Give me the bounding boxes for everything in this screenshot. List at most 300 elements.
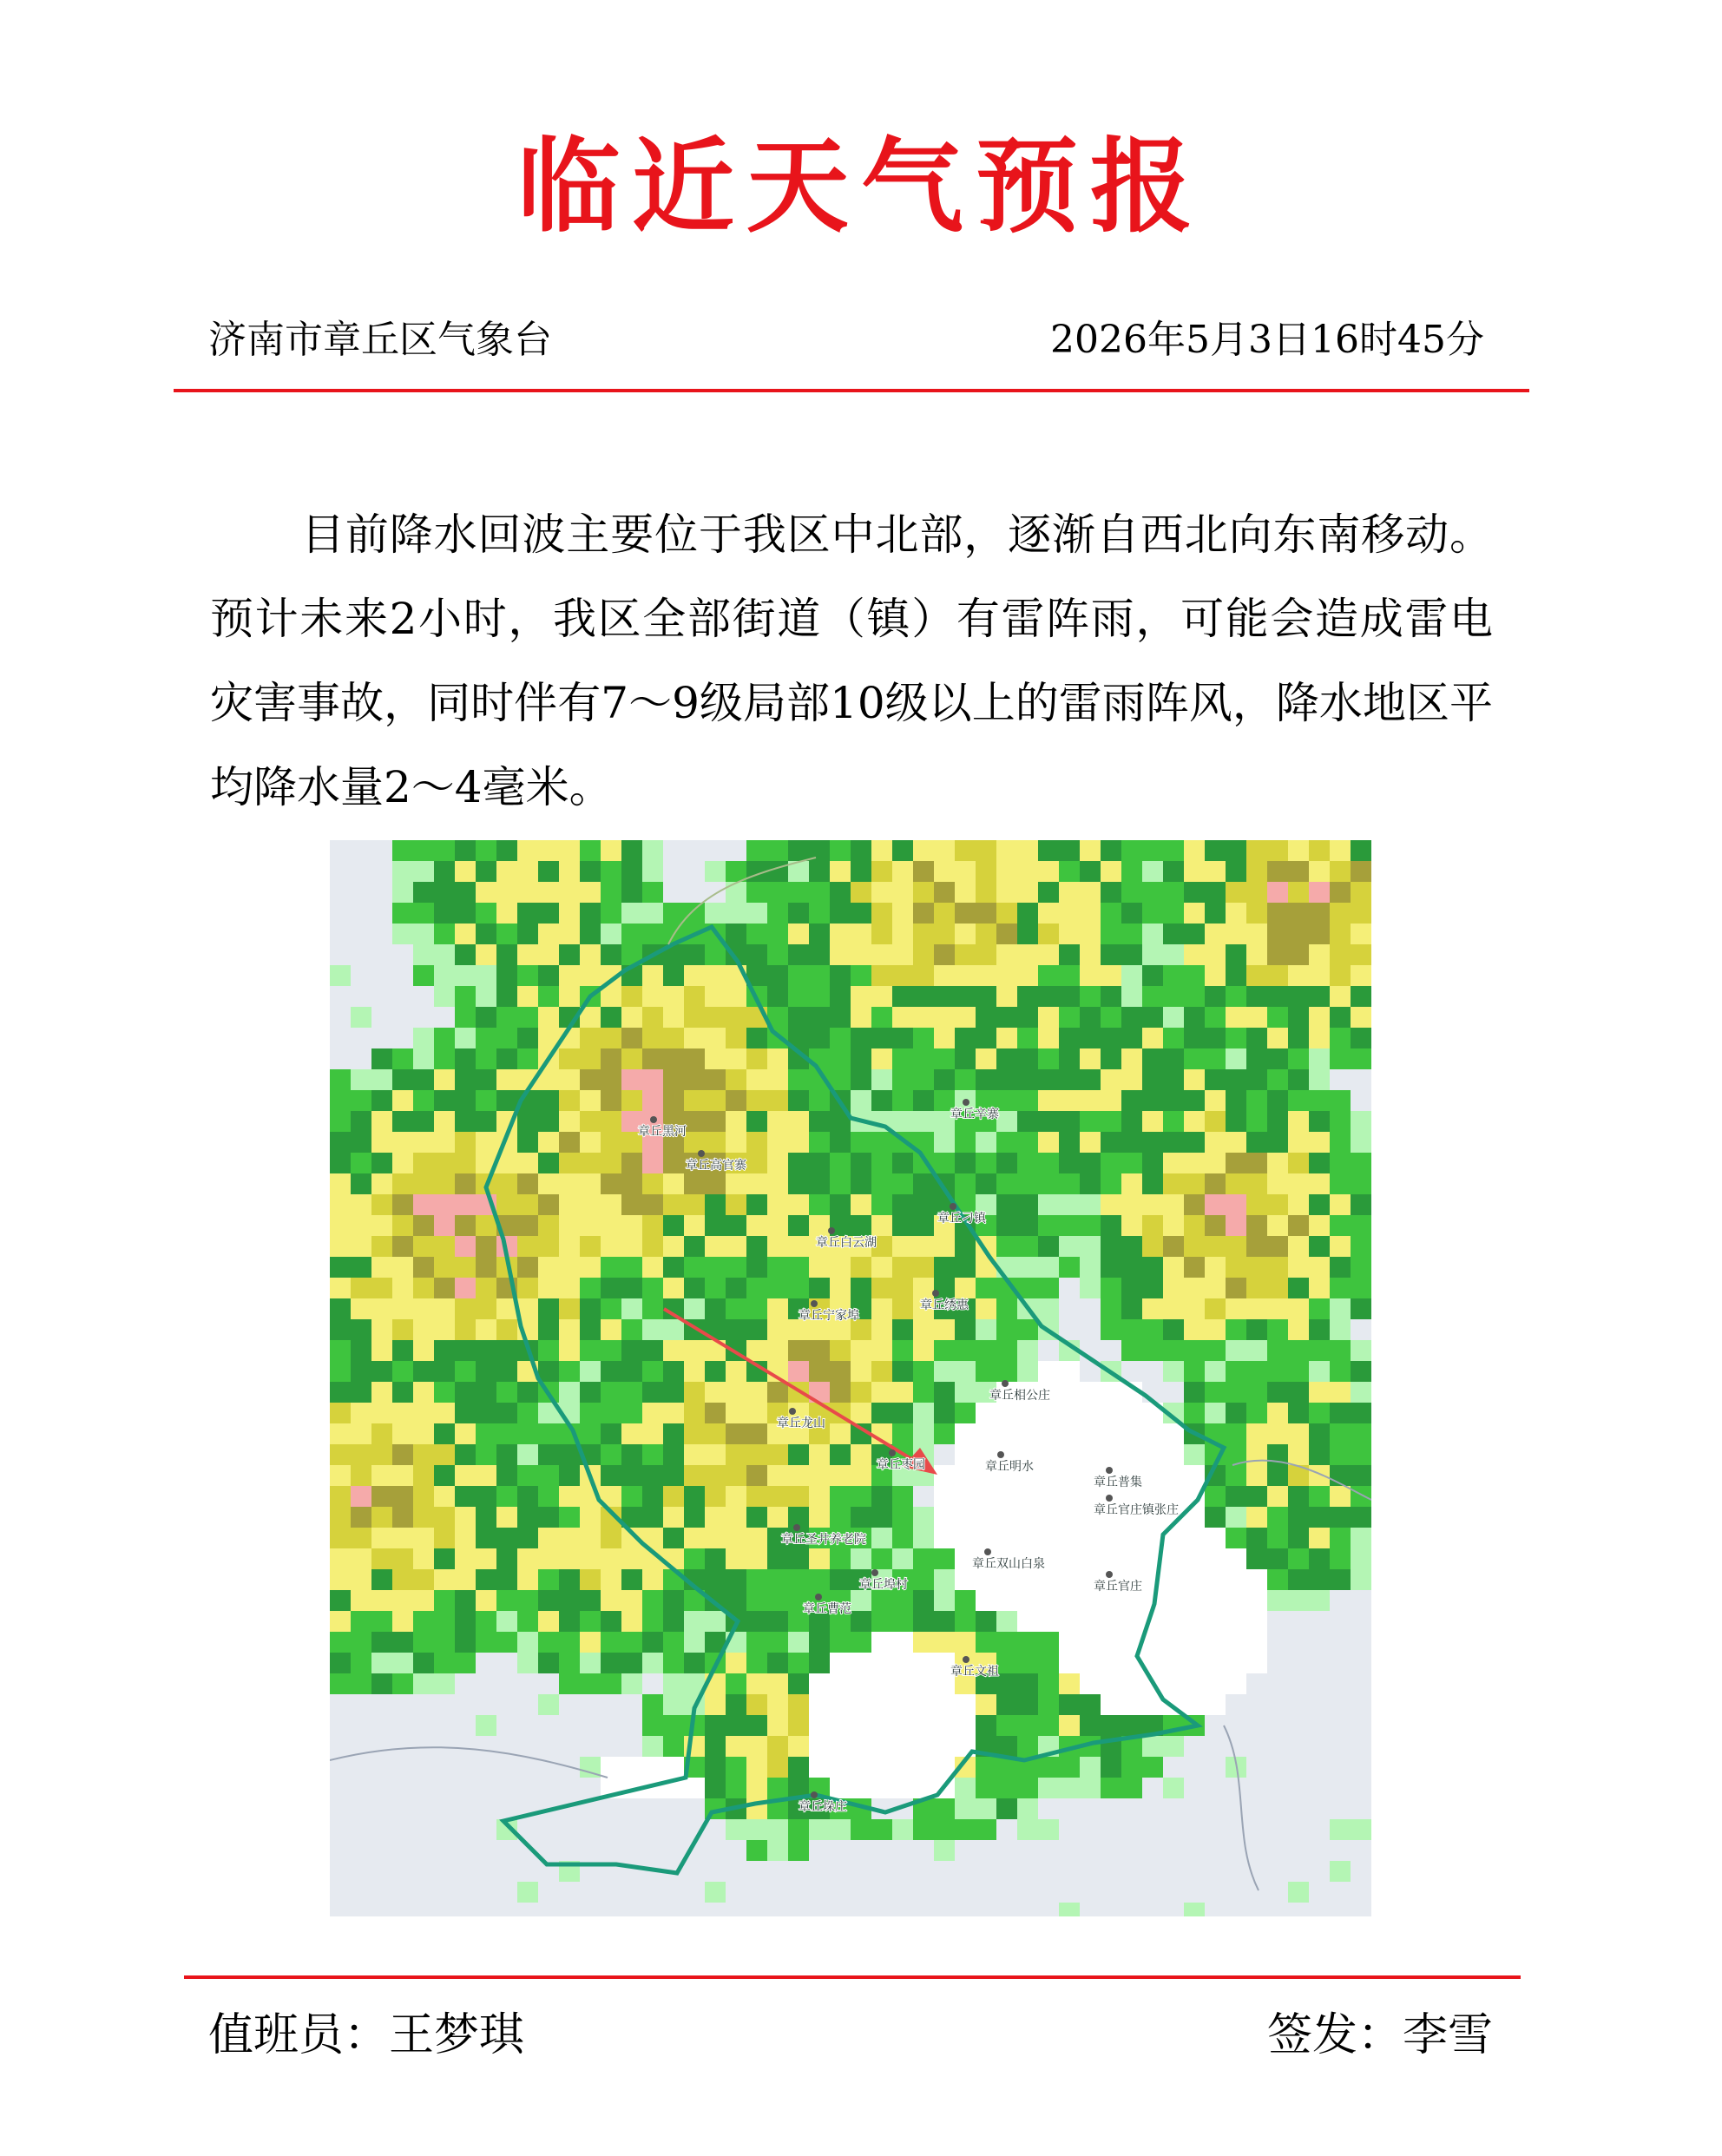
radar-echo-cell: [434, 1173, 455, 1194]
radar-echo-cell: [601, 903, 621, 924]
radar-echo-cell: [642, 1048, 663, 1069]
radar-echo-cell: [1184, 1069, 1205, 1090]
radar-echo-cell: [642, 1069, 663, 1090]
radar-echo-cell: [851, 1611, 871, 1632]
radar-echo-cell: [892, 1673, 913, 1694]
radar-echo-cell: [788, 1715, 809, 1736]
radar-echo-cell: [1059, 1569, 1080, 1590]
radar-echo-cell: [621, 1257, 642, 1278]
radar-echo-cell: [1309, 924, 1330, 944]
radar-echo-cell: [455, 1215, 476, 1236]
radar-echo-cell: [1330, 1361, 1351, 1382]
radar-echo-cell: [663, 1465, 684, 1486]
radar-echo-cell: [1059, 1548, 1080, 1569]
radar-echo-cell: [996, 1528, 1017, 1548]
radar-echo-cell: [726, 1528, 746, 1548]
radar-echo-cell: [851, 1653, 871, 1673]
radar-echo-cell: [1226, 1569, 1246, 1590]
radar-echo-cell: [1101, 1069, 1121, 1090]
radar-echo-cell: [851, 965, 871, 986]
radar-echo-cell: [601, 861, 621, 882]
radar-echo-cell: [830, 1569, 851, 1590]
radar-echo-cell: [663, 1694, 684, 1715]
radar-echo-cell: [371, 1069, 392, 1090]
radar-echo-cell: [1226, 1132, 1246, 1153]
radar-echo-cell: [913, 1173, 934, 1194]
radar-echo-cell: [809, 1465, 830, 1486]
radar-echo-cell: [788, 1486, 809, 1507]
radar-echo-cell: [726, 1590, 746, 1611]
place-marker: [984, 1548, 991, 1555]
radar-echo-cell: [788, 1007, 809, 1028]
radar-echo-cell: [580, 1298, 601, 1319]
radar-echo-cell: [996, 882, 1017, 903]
radar-echo-cell: [1184, 1361, 1205, 1382]
radar-echo-cell: [538, 903, 559, 924]
radar-echo-cell: [1163, 1278, 1184, 1298]
radar-echo-cell: [1184, 1215, 1205, 1236]
radar-echo-cell: [1080, 986, 1101, 1007]
radar-echo-cell: [1267, 1382, 1288, 1403]
radar-echo-cell: [767, 1153, 788, 1173]
radar-echo-cell: [580, 1548, 601, 1569]
radar-echo-cell: [330, 1528, 351, 1548]
radar-echo-cell: [1288, 1257, 1309, 1278]
radar-echo-cell: [371, 1611, 392, 1632]
radar-echo-cell: [1351, 1528, 1371, 1548]
radar-echo-cell: [1351, 924, 1371, 944]
radar-echo-cell: [684, 1257, 705, 1278]
radar-echo-cell: [663, 1423, 684, 1444]
radar-echo-cell: [705, 965, 726, 986]
place-label: 章丘埠村: [859, 1578, 908, 1592]
radar-echo-cell: [976, 1778, 996, 1798]
radar-echo-cell: [746, 1048, 767, 1069]
radar-echo-cell: [1267, 1319, 1288, 1340]
radar-echo-cell: [538, 1132, 559, 1153]
radar-echo-cell: [455, 903, 476, 924]
radar-echo-cell: [330, 1444, 351, 1465]
radar-echo-cell: [809, 903, 830, 924]
radar-echo-cell: [601, 1173, 621, 1194]
radar-echo-cell: [496, 1486, 517, 1507]
radar-echo-cell: [1017, 1132, 1038, 1153]
radar-echo-cell: [1142, 1069, 1163, 1090]
radar-echo-cell: [1226, 1319, 1246, 1340]
radar-echo-cell: [1351, 882, 1371, 903]
radar-echo-cell: [1163, 882, 1184, 903]
radar-echo-cell: [934, 924, 955, 944]
radar-echo-cell: [371, 1215, 392, 1236]
radar-echo-cell: [830, 1153, 851, 1173]
radar-echo-cell: [684, 1298, 705, 1319]
radar-echo-cell: [621, 1007, 642, 1028]
radar-echo-cell: [767, 944, 788, 965]
radar-echo-cell: [1080, 1382, 1101, 1403]
radar-echo-cell: [809, 1653, 830, 1673]
radar-echo-cell: [746, 1736, 767, 1757]
radar-echo-cell: [746, 840, 767, 861]
radar-echo-cell: [538, 1590, 559, 1611]
radar-echo-cell: [871, 1069, 892, 1090]
radar-echo-cell: [621, 1444, 642, 1465]
radar-echo-cell: [955, 1798, 976, 1819]
radar-echo-cell: [1101, 1757, 1121, 1778]
radar-map-svg: [330, 840, 1371, 1916]
radar-echo-cell: [851, 1548, 871, 1569]
radar-echo-cell: [1267, 1111, 1288, 1132]
radar-echo-cell: [1163, 861, 1184, 882]
radar-echo-cell: [1184, 1382, 1205, 1403]
radar-echo-cell: [1267, 1486, 1288, 1507]
radar-echo-cell: [601, 840, 621, 861]
radar-echo-cell: [559, 1194, 580, 1215]
radar-echo-cell: [517, 1111, 538, 1132]
radar-echo-cell: [726, 1569, 746, 1590]
radar-echo-cell: [871, 1215, 892, 1236]
radar-echo-cell: [371, 1319, 392, 1340]
radar-echo-cell: [976, 1173, 996, 1194]
radar-echo-cell: [476, 1403, 496, 1423]
radar-echo-cell: [976, 1569, 996, 1590]
radar-echo-cell: [1309, 1236, 1330, 1257]
radar-echo-cell: [1205, 861, 1226, 882]
radar-echo-cell: [726, 1507, 746, 1528]
radar-echo-cell: [1330, 1861, 1351, 1882]
forecast-text: 目前降水回波主要位于我区中北部，逐渐自西北向东南移动。预计未来2小时，我区全部街道（镇）有雷阵雨，可能会造成雷电灾害事故，同时伴有7～9级局部10级以上的雷雨阵风，降水地区平均降水量2～4毫米。: [210, 509, 1493, 812]
radar-echo-cell: [955, 1403, 976, 1423]
radar-echo-cell: [788, 1215, 809, 1236]
radar-echo-cell: [392, 1507, 413, 1528]
radar-echo-cell: [1101, 1444, 1121, 1465]
radar-echo-cell: [580, 903, 601, 924]
radar-echo-cell: [767, 1486, 788, 1507]
radar-echo-cell: [851, 1444, 871, 1465]
radar-echo-cell: [767, 1215, 788, 1236]
radar-echo-cell: [1330, 1048, 1351, 1069]
radar-echo-cell: [1351, 1028, 1371, 1048]
radar-echo-cell: [351, 1132, 371, 1153]
radar-echo-cell: [455, 1361, 476, 1382]
radar-echo-cell: [830, 1069, 851, 1090]
radar-echo-cell: [1226, 1548, 1246, 1569]
place-label: 章丘相公庄: [989, 1389, 1050, 1403]
radar-echo-cell: [1205, 1028, 1226, 1048]
radar-echo-cell: [1288, 1278, 1309, 1298]
radar-echo-cell: [955, 1257, 976, 1278]
radar-echo-cell: [684, 944, 705, 965]
radar-echo-cell: [1121, 1278, 1142, 1298]
radar-echo-cell: [1142, 903, 1163, 924]
radar-echo-cell: [746, 1778, 767, 1798]
radar-echo-cell: [1017, 1736, 1038, 1757]
radar-echo-cell: [434, 986, 455, 1007]
radar-echo-cell: [746, 903, 767, 924]
radar-echo-cell: [330, 1236, 351, 1257]
radar-echo-cell: [1226, 1465, 1246, 1486]
radar-echo-cell: [580, 1632, 601, 1653]
radar-echo-cell: [684, 1069, 705, 1090]
radar-echo-cell: [1330, 924, 1351, 944]
radar-echo-cell: [1309, 1403, 1330, 1423]
radar-echo-cell: [496, 882, 517, 903]
radar-echo-cell: [476, 882, 496, 903]
radar-echo-cell: [1205, 1173, 1226, 1194]
radar-echo-cell: [392, 1319, 413, 1340]
radar-echo-cell: [1080, 1528, 1101, 1548]
radar-echo-cell: [1038, 1153, 1059, 1173]
radar-echo-cell: [1184, 1569, 1205, 1590]
place-label: 章丘官庄: [1094, 1580, 1142, 1594]
radar-echo-cell: [1309, 1319, 1330, 1340]
radar-echo-cell: [455, 840, 476, 861]
radar-echo-cell: [996, 861, 1017, 882]
radar-echo-cell: [351, 1611, 371, 1632]
radar-echo-cell: [455, 1528, 476, 1548]
radar-echo-cell: [621, 1278, 642, 1298]
radar-echo-cell: [934, 1319, 955, 1340]
radar-echo-cell: [726, 1194, 746, 1215]
radar-echo-cell: [392, 1548, 413, 1569]
radar-echo-cell: [1142, 1236, 1163, 1257]
radar-echo-cell: [1330, 1257, 1351, 1278]
radar-echo-cell: [976, 1069, 996, 1090]
radar-echo-cell: [726, 1673, 746, 1694]
radar-echo-cell: [559, 944, 580, 965]
radar-echo-cell: [1330, 840, 1351, 861]
radar-echo-cell: [580, 965, 601, 986]
radar-echo-cell: [1351, 1194, 1371, 1215]
radar-echo-cell: [601, 1465, 621, 1486]
radar-echo-cell: [726, 1819, 746, 1840]
radar-echo-cell: [517, 1465, 538, 1486]
radar-echo-cell: [663, 1090, 684, 1111]
radar-echo-cell: [1101, 924, 1121, 944]
radar-echo-cell: [496, 1090, 517, 1111]
radar-echo-cell: [684, 1465, 705, 1486]
radar-echo-cell: [455, 1298, 476, 1319]
radar-echo-cell: [1163, 1069, 1184, 1090]
radar-echo-cell: [1205, 1215, 1226, 1236]
radar-echo-cell: [621, 1673, 642, 1694]
radar-echo-cell: [1142, 1257, 1163, 1278]
radar-echo-cell: [1205, 1048, 1226, 1069]
radar-echo-cell: [559, 1569, 580, 1590]
radar-echo-cell: [955, 1028, 976, 1048]
radar-echo-cell: [1017, 1215, 1038, 1236]
radar-echo-cell: [851, 1736, 871, 1757]
radar-echo-cell: [767, 965, 788, 986]
radar-echo-cell: [663, 1236, 684, 1257]
radar-echo-cell: [642, 1215, 663, 1236]
radar-echo-cell: [392, 1569, 413, 1590]
radar-echo-cell: [955, 1590, 976, 1611]
radar-echo-cell: [413, 1423, 434, 1444]
radar-echo-cell: [496, 1403, 517, 1423]
radar-echo-cell: [455, 1090, 476, 1111]
radar-echo-cell: [1205, 1653, 1226, 1673]
radar-echo-cell: [538, 1528, 559, 1548]
radar-echo-cell: [476, 1528, 496, 1548]
radar-echo-cell: [642, 1653, 663, 1673]
radar-echo-cell: [434, 1048, 455, 1069]
radar-echo-cell: [1017, 944, 1038, 965]
radar-echo-cell: [663, 1257, 684, 1278]
radar-echo-cell: [1246, 882, 1267, 903]
radar-echo-cell: [663, 1528, 684, 1548]
radar-echo-cell: [913, 1632, 934, 1653]
radar-echo-cell: [726, 1090, 746, 1111]
radar-echo-cell: [1330, 882, 1351, 903]
radar-echo-cell: [1080, 944, 1101, 965]
header-divider: [174, 389, 1529, 392]
place-marker: [650, 1116, 657, 1123]
radar-echo-cell: [1205, 1236, 1226, 1257]
radar-echo-cell: [1205, 1132, 1226, 1153]
radar-echo-cell: [1080, 1632, 1101, 1653]
radar-echo-cell: [1267, 986, 1288, 1007]
radar-echo-cell: [1246, 1548, 1267, 1569]
radar-echo-cell: [1226, 944, 1246, 965]
radar-echo-cell: [1309, 903, 1330, 924]
radar-echo-cell: [1330, 1298, 1351, 1319]
radar-echo-cell: [955, 1048, 976, 1069]
radar-echo-cell: [496, 1048, 517, 1069]
radar-echo-cell: [684, 1090, 705, 1111]
radar-echo-cell: [1267, 1132, 1288, 1153]
radar-echo-cell: [559, 1632, 580, 1653]
radar-echo-cell: [934, 882, 955, 903]
radar-echo-cell: [1163, 1632, 1184, 1653]
radar-echo-cell: [1101, 1048, 1121, 1069]
radar-echo-cell: [996, 1194, 1017, 1215]
radar-echo-cell: [976, 1798, 996, 1819]
radar-echo-cell: [559, 882, 580, 903]
radar-echo-cell: [1184, 1028, 1205, 1048]
radar-echo-cell: [1267, 1069, 1288, 1090]
radar-echo-cell: [517, 1007, 538, 1028]
radar-echo-cell: [351, 1257, 371, 1278]
place-label: 章丘龙山: [777, 1417, 825, 1430]
radar-echo-cell: [1309, 1548, 1330, 1569]
radar-echo-cell: [1205, 1090, 1226, 1111]
radar-echo-cell: [1101, 1528, 1121, 1548]
radar-echo-cell: [913, 1028, 934, 1048]
radar-echo-cell: [746, 1153, 767, 1173]
radar-echo-cell: [496, 986, 517, 1007]
radar-echo-cell: [996, 1590, 1017, 1611]
radar-echo-cell: [934, 1423, 955, 1444]
radar-echo-cell: [476, 1007, 496, 1028]
radar-echo-cell: [496, 965, 517, 986]
radar-echo-cell: [517, 1153, 538, 1173]
radar-echo-cell: [1059, 1590, 1080, 1611]
radar-echo-cell: [705, 1715, 726, 1736]
radar-echo-cell: [663, 1194, 684, 1215]
radar-echo-cell: [955, 1382, 976, 1403]
radar-echo-cell: [913, 1569, 934, 1590]
radar-echo-cell: [1205, 1569, 1226, 1590]
radar-echo-cell: [851, 1486, 871, 1507]
radar-echo-cell: [726, 1007, 746, 1028]
radar-echo-cell: [726, 1382, 746, 1403]
radar-echo-cell: [601, 1319, 621, 1340]
radar-echo-cell: [976, 1486, 996, 1507]
radar-echo-cell: [726, 1757, 746, 1778]
radar-echo-cell: [663, 1048, 684, 1069]
radar-echo-cell: [1309, 861, 1330, 882]
radar-echo-cell: [413, 1528, 434, 1548]
radar-echo-cell: [1288, 1007, 1309, 1028]
radar-echo-cell: [705, 1486, 726, 1507]
radar-echo-cell: [538, 1257, 559, 1278]
radar-echo-cell: [642, 1090, 663, 1111]
radar-echo-cell: [830, 986, 851, 1007]
radar-echo-cell: [601, 1632, 621, 1653]
radar-echo-cell: [996, 1403, 1017, 1423]
radar-echo-cell: [1101, 1028, 1121, 1048]
radar-echo-cell: [892, 1590, 913, 1611]
radar-echo-cell: [1184, 882, 1205, 903]
radar-echo-cell: [684, 986, 705, 1007]
radar-echo-cell: [1351, 1298, 1371, 1319]
radar-echo-cell: [705, 1173, 726, 1194]
radar-echo-cell: [913, 840, 934, 861]
signed-by: 签发：李雪: [1266, 2009, 1493, 2061]
radar-echo-cell: [788, 1090, 809, 1111]
radar-echo-cell: [871, 1653, 892, 1673]
radar-echo-cell: [1309, 1528, 1330, 1548]
radar-echo-cell: [1330, 1278, 1351, 1298]
radar-echo-cell: [1017, 903, 1038, 924]
radar-echo-cell: [1038, 1007, 1059, 1028]
radar-echo-cell: [392, 1590, 413, 1611]
radar-echo-cell: [413, 1298, 434, 1319]
radar-echo-cell: [934, 1382, 955, 1403]
radar-echo-cell: [1080, 1423, 1101, 1444]
radar-echo-cell: [1017, 882, 1038, 903]
radar-echo-cell: [1101, 1298, 1121, 1319]
radar-echo-cell: [955, 1486, 976, 1507]
radar-echo-cell: [892, 1548, 913, 1569]
radar-echo-cell: [1267, 1153, 1288, 1173]
radar-echo-cell: [1080, 1111, 1101, 1132]
radar-echo-cell: [913, 1361, 934, 1382]
radar-echo-cell: [1288, 882, 1309, 903]
radar-echo-cell: [955, 1694, 976, 1715]
radar-echo-cell: [413, 1382, 434, 1403]
radar-echo-cell: [830, 882, 851, 903]
radar-echo-cell: [330, 1173, 351, 1194]
radar-echo-cell: [871, 986, 892, 1007]
radar-echo-cell: [767, 1257, 788, 1278]
radar-echo-cell: [746, 1111, 767, 1132]
radar-echo-cell: [767, 1298, 788, 1319]
radar-echo-cell: [955, 1423, 976, 1444]
radar-echo-cell: [809, 882, 830, 903]
radar-echo-cell: [767, 1548, 788, 1569]
radar-echo-cell: [1309, 1069, 1330, 1090]
radar-echo-cell: [621, 1340, 642, 1361]
radar-echo-cell: [1059, 1007, 1080, 1028]
radar-echo-cell: [892, 1819, 913, 1840]
radar-echo-cell: [580, 1215, 601, 1236]
radar-echo-cell: [892, 1382, 913, 1403]
radar-echo-cell: [788, 1507, 809, 1528]
radar-echo-cell: [1351, 1111, 1371, 1132]
radar-echo-cell: [1309, 965, 1330, 986]
radar-echo-cell: [1121, 1403, 1142, 1423]
